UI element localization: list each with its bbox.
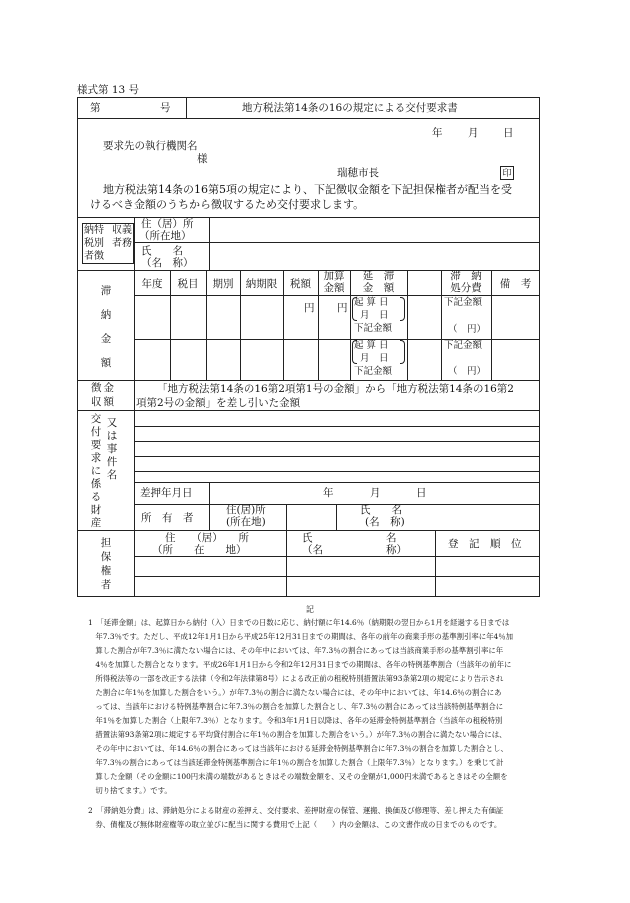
note-line-8: 年1％を加算した割合（上限年7.3％）となります。令和3年1月1日以降は、各年の延滞金特例基準割合（当該年の租税特別 — [88, 716, 503, 725]
col-additional-2: 金額 — [323, 282, 345, 294]
delay-cell-1: 起 算 日 月 日 下記金額 — [352, 296, 406, 338]
col-proc-2: 処分費 — [450, 282, 482, 294]
owner-name-label-2: (名 称) — [365, 516, 405, 528]
note-line-10: その年中においては、年14.6％の割合にあっては当該年における延滞金特例基準割合に年7.3％の割合を加算した割合とし、 — [88, 744, 508, 753]
holder-name-label-2: （名 称） — [302, 544, 407, 556]
col-remarks: 備 考 — [499, 278, 532, 290]
col-delay-2: 金 額 — [362, 282, 395, 294]
holder-address-label-2: （所 在 地） — [152, 544, 247, 556]
date-month: 月 — [468, 127, 479, 139]
col-tax-amount: 税額 — [290, 278, 311, 290]
seizure-date-label: 差押年月日 — [140, 487, 193, 499]
note-line-5: 所得税法等の一部を改正する法律（令和2年法律第8号）による改正前の租税特別措置法第93条第2項の規定により告示され — [88, 674, 504, 683]
taxpayer-name-label-2: （名 称） — [141, 257, 194, 269]
col-period: 期別 — [212, 278, 234, 290]
registration-rank-label: 登 記 順 位 — [448, 538, 522, 550]
collection-label-2: 収額 — [91, 396, 116, 408]
form-number: 様式第 13 号 — [77, 84, 140, 96]
property-side-label: 交 付 要 求 に 係 る 財 産 又 は 事 件 名 — [90, 413, 118, 529]
recipient-sama: 様 — [197, 153, 208, 165]
seizure-month: 月 — [370, 487, 381, 499]
date-year: 年 — [432, 127, 443, 139]
note-line-9: 措置法第93条第2項に規定する平均貸付割合に年1％の割合を加算した割合をいう。）が年7.3％の割合に満たない場合には、 — [88, 730, 507, 739]
note-line-7: っては、当該年における特例基準割合に年7.3％の割合を加算した割合とし、年7.3％の割合にあっては当該特例基準割合に — [88, 702, 504, 711]
delay-cell-2: 起 算 日 月 日 下記金額 — [352, 340, 406, 380]
sender-name: 瑞穂市長 — [337, 167, 379, 179]
recipient-org-label: 要求先の執行機関名 — [103, 140, 198, 152]
proc-cell-1-line-1: 下記金額 — [444, 297, 483, 308]
seizure-day: 日 — [416, 487, 427, 499]
proc-cell-2-line-1: 下記金額 — [444, 340, 483, 351]
intro-line-1: 地方税法第14条の16第5項の規定により、下記徴収金額を下記担保権者が配当を受 — [103, 183, 512, 196]
date-day: 日 — [503, 127, 514, 139]
note-line-15: 券、債権及び無体財産権等の取立並びに配当に関する費用で上記（ ）内の金額は、この文書作成の日までのものです。 — [88, 820, 502, 829]
col-due-date: 納期限 — [245, 278, 278, 290]
notes-heading: 記 — [306, 605, 314, 614]
seal-mark: 印 — [500, 166, 514, 180]
note-line-2: 年7.3％です。ただし、平成12年1月1日から平成25年12月31日までの期間は、各年の前年の商業手形の基準割引率に年4％加 — [88, 632, 514, 641]
col-delay-1: 延 滞 — [362, 270, 395, 282]
note-line-13: 切り捨てます。）です。 — [88, 786, 172, 795]
owner-name-label-1: 氏 名 — [360, 504, 402, 516]
note-line-14: 2 「滞納処分費」は、滞納処分による財産の差押え、交付要求、差押財産の保管、運搬、換価及び修理等、差し押えた有価証 — [88, 806, 504, 815]
taxpayer-label: 納特 収義 税別 者務 者徴 — [84, 225, 132, 262]
col-proc-1: 滞 納 — [450, 270, 482, 282]
note-line-11: 年7.3％の割合にあっては当該延滞金特例基準割合に年1％の割合を加算した割合（上限年7.3％）となります。）を乗じて計 — [88, 758, 504, 767]
note-line-6: た割合に年1％を加算した割合をいう。）が年7.3％の割合に満たない場合には、その年中においては、年14.6％の割合にあ — [88, 688, 502, 697]
proc-cell-1-line-2: （ 円） — [448, 324, 487, 335]
yen-additional: 円 — [337, 302, 348, 314]
seizure-year: 年 — [323, 487, 334, 499]
taxpayer-name-label-1: 氏 名 — [141, 245, 183, 257]
owner-address-label-2: (所在地) — [226, 516, 266, 528]
note-line-1: 1 「延滞金額」は、起算日から納付（入）日までの日数に応じ、納付額に年14.6％（納期限の翌日から1月を経過する日までは — [88, 618, 510, 627]
holder-address-label-1: 住 （居） 所 — [165, 532, 249, 544]
note-line-3: 算した割合が年7.3％に満たない場合には、その年中においては、年7.3％の割合にあっては当該商業手形の基準割引率に年 — [88, 646, 504, 655]
collection-text-2: 項第2号の金額」を差し引いた金額 — [136, 397, 301, 409]
note-line-4: 4％を加算した割合となります。平成26年1月1日から令和2年12月31日までの期間は、各年の特例基準割合（当該年の前年に — [88, 660, 512, 669]
owner-address-label-1: 住(居)所 — [226, 504, 266, 516]
security-holder-side-label: 担 保 権 者 — [100, 537, 112, 591]
col-fiscal-year: 年度 — [141, 278, 163, 290]
col-tax-item: 税目 — [177, 278, 199, 290]
intro-line-2: けるべき金額のうちから徴収するため交付要求します。 — [90, 198, 365, 211]
taxpayer-address-label-2: （所在地） — [139, 230, 192, 242]
number-label: 第 — [90, 102, 101, 114]
holder-name-label-1: 氏 名 — [302, 532, 397, 544]
proc-cell-2-line-2: （ 円） — [448, 366, 487, 377]
number-suffix: 号 — [160, 102, 171, 114]
collection-text-1: 「地方税法第14条の16第2項第1号の金額」から「地方税法第14条の16第2 — [157, 383, 514, 395]
taxpayer-address-label-1: 住（居）所 — [141, 218, 194, 230]
form-title: 地方税法第14条の16の規定による交付要求書 — [242, 102, 458, 114]
owner-label: 所 有 者 — [141, 512, 194, 524]
note-line-12: 算した金額（その金額に100円未満の端数があるときはその端数金額を、又その金額が1,000円未満であるときはその全額を — [88, 772, 508, 781]
arrears-side-label: 滞 納 金 額 — [100, 285, 112, 369]
col-additional-1: 加算 — [323, 270, 345, 282]
collection-label-1: 徴金 — [91, 382, 116, 394]
yen-tax: 円 — [304, 302, 315, 314]
